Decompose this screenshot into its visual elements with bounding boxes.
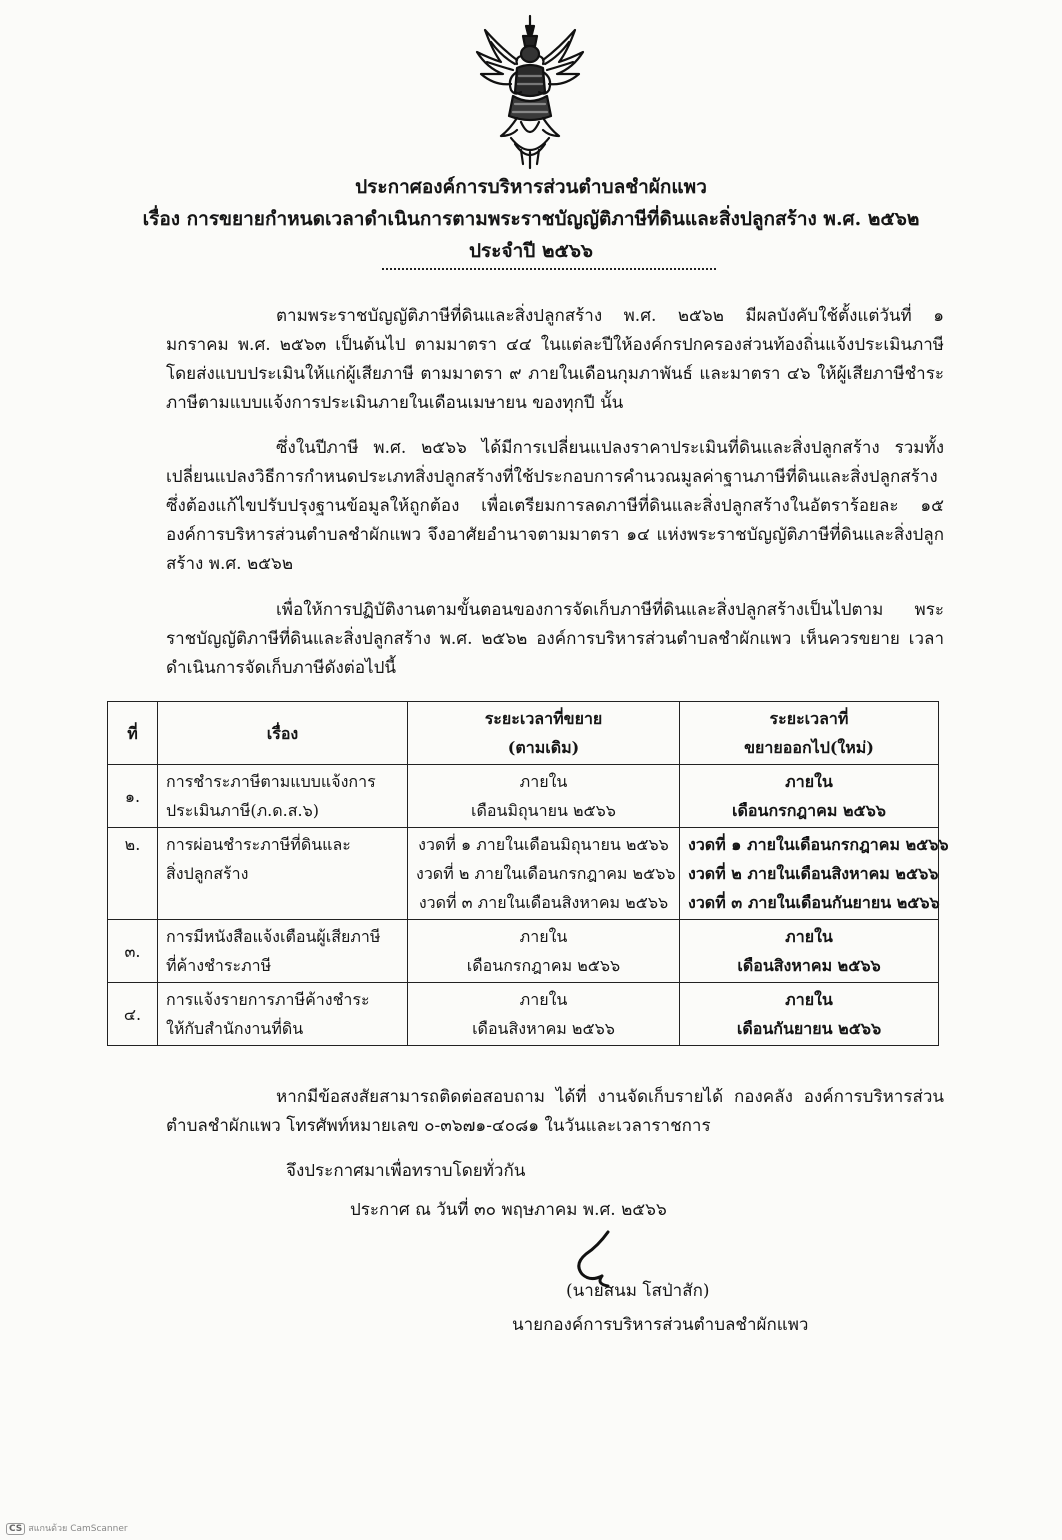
period-line: ภายใน xyxy=(519,927,568,946)
contact-text: หากมีข้อสงสัยสามารถติดต่อสอบถาม ได้ที่ งานจัดเก็บรายได้ กองคลัง องค์การบริหารส่วน ตำบลชำผักแพว โทรศัพท์หมายเลข ๐-๓๖๗๑-๔๐๘๑ ในวันและเวลาราชการ xyxy=(166,1087,944,1136)
row-number: ๒. xyxy=(108,828,158,920)
period-line: งวดที่ ๓ ภายในเดือนกันยายน ๒๕๖๖ xyxy=(688,893,940,912)
row-number: ๓. xyxy=(108,920,158,983)
period-line: ภายใน xyxy=(785,927,833,946)
dotted-divider xyxy=(382,268,716,270)
scanner-text: สแกนด้วย CamScanner xyxy=(28,1524,128,1534)
row-subject-line: ประเมินภาษี(ภ.ด.ส.๖) xyxy=(166,801,319,820)
announcement-subject: เรื่อง การขยายกำหนดเวลาดำเนินการตามพระราชบัญญัติภาษีที่ดินและสิ่งปลูกสร้าง พ.ศ. ๒๕๖๒ xyxy=(142,208,920,230)
paragraph-2 xyxy=(166,434,944,579)
table-row xyxy=(108,920,939,983)
period-line: งวดที่ ๒ ภายในเดือนกรกฎาคม ๒๕๖๖ xyxy=(416,864,676,883)
period-line: เดือนสิงหาคม ๒๕๖๖ xyxy=(472,1019,615,1038)
paragraph-3-text: เพื่อให้การปฏิบัติงานตามขั้นตอนของการจัดเก็บภาษีที่ดินและสิ่งปลูกสร้างเป็นไปตาม พระราชบัญญัติภาษีที่ดินและสิ่งปลูกสร้าง พ.ศ. ๒๕๖๒ องค์การบริหารส่วนตำบลชำผักแพว เห็นควรขยาย เวลาดำเนินการจัดเก็บภาษีดังต่อไปนี้ xyxy=(166,600,944,678)
table-row xyxy=(108,983,939,1046)
period-line: เดือนกรกฎาคม ๒๕๖๖ xyxy=(466,956,621,975)
row-original-period xyxy=(408,828,680,920)
row-number: ๔. xyxy=(108,983,158,1046)
row-subject-line: การแจ้งรายการภาษีค้างชำระ xyxy=(166,990,370,1009)
row-subject-line: ที่ค้างชำระภาษี xyxy=(166,956,272,975)
announcement-title: ประกาศองค์การบริหารส่วนตำบลชำผักแพว xyxy=(355,176,707,198)
row-new-period xyxy=(680,920,939,983)
row-subject xyxy=(158,983,408,1046)
header-original-line2: (ตามเดิม) xyxy=(507,738,580,757)
announcement-year: ประจำปี ๒๕๖๖ xyxy=(469,240,593,262)
schedule-table xyxy=(107,701,949,1046)
period-line: งวดที่ ๓ ภายในเดือนสิงหาคม ๒๕๖๖ xyxy=(418,893,669,912)
row-new-period xyxy=(680,828,949,920)
period-line: เดือนกันยายน ๒๕๖๖ xyxy=(736,1019,882,1038)
scanner-watermark xyxy=(6,1521,128,1535)
camscanner-logo-icon: CS xyxy=(6,1523,25,1535)
period-line: ภายใน xyxy=(519,772,568,791)
header-no: ที่ xyxy=(108,702,158,765)
period-line: ภายใน xyxy=(785,772,833,791)
period-line: เดือนกรกฎาคม ๒๕๖๖ xyxy=(732,801,886,820)
period-line: ภายใน xyxy=(785,990,833,1009)
garuda-emblem-icon xyxy=(471,12,589,172)
period-line: งวดที่ ๒ ภายในเดือนสิงหาคม ๒๕๖๖ xyxy=(688,864,939,883)
header-original-line1: ระยะเวลาที่ขยาย xyxy=(484,709,603,728)
header-new-line1: ระยะเวลาที่ xyxy=(769,709,849,728)
row-subject xyxy=(158,765,408,828)
announce-date: ประกาศ ณ วันที่ ๓๐ พฤษภาคม พ.ศ. ๒๕๖๖ xyxy=(350,1200,667,1220)
row-new-period xyxy=(680,765,939,828)
row-original-period xyxy=(408,983,680,1046)
row-original-period xyxy=(408,920,680,983)
table-row xyxy=(108,828,939,920)
row-subject-line: การมีหนังสือแจ้งเตือนผู้เสียภาษี xyxy=(166,927,381,946)
header-original xyxy=(408,702,680,765)
period-line: เดือนมิถุนายน ๒๕๖๖ xyxy=(471,801,616,820)
paragraph-2-text: ซึ่งในปีภาษี พ.ศ. ๒๕๖๖ ได้มีการเปลี่ยนแปลงราคาประเมินที่ดินและสิ่งปลูกสร้าง รวมทั้ง เปลี่ยนแปลงวิธีการกำหนดประเภทสิ่งปลูกสร้างที่ใช้ประกอบการคำนวณมูลค่าฐานภาษีที่ดินและสิ่งปลูกสร้าง ซึ่งต้องแก้ไขปรับปรุงฐานข้อมูลให้ถูกต้อง เพื่อเตรียมการลดภาษีที่ดินและสิ่งปลูกสร้างในอัตราร้อยละ ๑๕ องค์การบริหารส่วนตำบลชำผักแพว จึงอาศัยอำนาจตามมาตรา ๑๔ แห่งพระราชบัญญัติภาษีที่ดินและสิ่งปลูก สร้าง พ.ศ. ๒๕๖๒ xyxy=(166,438,944,574)
period-line: เดือนสิงหาคม ๒๕๖๖ xyxy=(737,956,881,975)
signer-name: (นายสนม โสป่าสัก) xyxy=(566,1281,710,1301)
period-line: งวดที่ ๑ ภายในเดือนมิถุนายน ๒๕๖๖ xyxy=(418,835,669,854)
row-number: ๑. xyxy=(108,765,158,828)
row-subject xyxy=(158,920,408,983)
period-line: ภายใน xyxy=(519,990,568,1009)
row-subject-line: การชำระภาษีตามแบบแจ้งการ xyxy=(166,772,376,791)
header-new xyxy=(680,702,939,765)
period-line: งวดที่ ๑ ภายในเดือนกรกฎาคม ๒๕๖๖ xyxy=(688,835,949,854)
row-subject-line: สิ่งปลูกสร้าง xyxy=(166,864,249,883)
table-row xyxy=(108,765,939,828)
paragraph-3 xyxy=(166,596,944,683)
row-subject-line: ให้กับสำนักงานที่ดิน xyxy=(166,1019,304,1038)
row-new-period xyxy=(680,983,939,1046)
row-original-period xyxy=(408,765,680,828)
header-new-line2: ขยายออกไป(ใหม่) xyxy=(744,738,874,757)
contact-paragraph xyxy=(166,1083,944,1141)
signer-position: นายกองค์การบริหารส่วนตำบลชำผักแพว xyxy=(512,1315,809,1335)
announce-line: จึงประกาศมาเพื่อทราบโดยทั่วกัน xyxy=(286,1161,526,1181)
paragraph-1 xyxy=(166,302,944,418)
header-subject: เรื่อง xyxy=(158,702,408,765)
paragraph-1-text: ตามพระราชบัญญัติภาษีที่ดินและสิ่งปลูกสร้าง พ.ศ. ๒๕๖๒ มีผลบังคับใช้ตั้งแต่วันที่ ๑ มกราคม พ.ศ. ๒๕๖๓ เป็นต้นไป ตามมาตรา ๔๔ ในแต่ละปีให้องค์กรปกครองส่วนท้องถิ่นแจ้งประเมินภาษี โดยส่งแบบประเมินให้แก่ผู้เสียภาษี ตามมาตรา ๙ ภายในเดือนกุมภาพันธ์ และมาตรา ๔๖ ให้ผู้เสียภาษีชำระ ภาษีตามแบบแจ้งการประเมินภายในเดือนเมษายน ของทุกปี นั้น xyxy=(166,306,944,413)
row-subject-line: การผ่อนชำระภาษีที่ดินและ xyxy=(166,835,351,854)
row-subject xyxy=(158,828,408,920)
table-header-row xyxy=(108,702,939,765)
